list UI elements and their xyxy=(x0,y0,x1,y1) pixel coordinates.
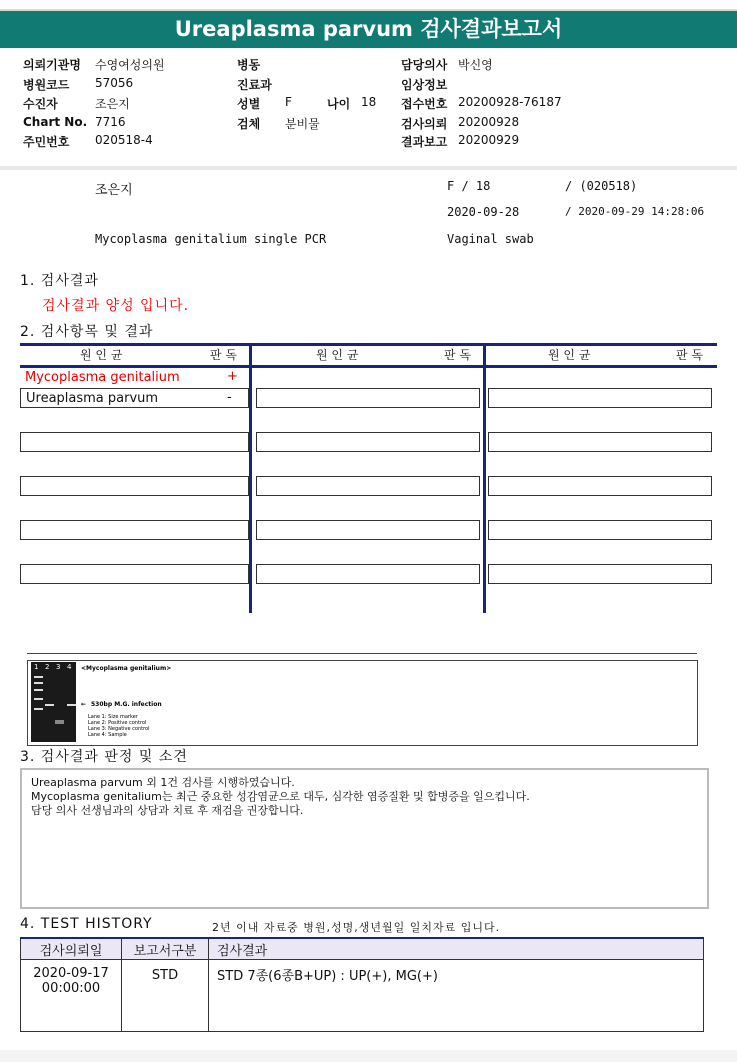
gel-legend-item: Lane 1: Size marker xyxy=(88,714,138,720)
gel-arrow-label: 530bp M.G. infection xyxy=(91,701,162,708)
result-grid-header xyxy=(20,343,717,368)
resident-no-label: 주민번호 xyxy=(23,135,70,149)
history-col-type: 보고서구분 xyxy=(122,938,209,960)
gel-band xyxy=(34,708,43,710)
gel-band xyxy=(34,698,43,700)
accession-no-label: 접수번호 xyxy=(401,97,448,111)
row6-box-col2 xyxy=(256,564,480,584)
col-pathogen-2: 원 인 균 xyxy=(316,348,359,362)
history-result: STD 7종(6종B+UP) : UP(+), MG(+) xyxy=(209,960,704,1032)
row3-box-col2 xyxy=(256,432,480,452)
section2-title: 2. 검사항목 및 결과 xyxy=(20,324,154,340)
department-label: 진료과 xyxy=(237,78,272,92)
gel-band xyxy=(34,689,43,691)
gel-legend-item: Lane 3: Negative control xyxy=(88,726,150,732)
row1-pathogen: Mycoplasma genitalium xyxy=(25,370,180,385)
row5-box-col3 xyxy=(488,520,712,540)
sex-label: 성별 xyxy=(237,97,261,111)
row4-box-col1 xyxy=(20,476,249,496)
row4-box-col3 xyxy=(488,476,712,496)
accession-no-value: 20200928-76187 xyxy=(458,95,562,109)
patient-name: 조은지 xyxy=(95,183,133,198)
history-table xyxy=(20,937,704,1032)
sex-value: F xyxy=(285,95,292,109)
row1-result: + xyxy=(227,369,238,384)
opinion-line: Ureaplasma parvum 외 1건 검사를 시행하였습니다. xyxy=(31,776,295,789)
col-judgment-2: 판 독 xyxy=(444,348,471,362)
history-time: 00:00:00 xyxy=(41,981,101,996)
patient-sex-age: F / 18 xyxy=(447,179,491,193)
report-date-value: 20200929 xyxy=(458,133,520,147)
row2-box-col3 xyxy=(488,388,712,408)
patient-test: Mycoplasma genitalium single PCR xyxy=(95,232,327,246)
patient-date1: 2020-09-28 xyxy=(447,205,520,219)
row2-box-col1 xyxy=(20,388,249,408)
col-pathogen-3: 원 인 균 xyxy=(548,348,591,362)
lane-number: 1 xyxy=(34,663,39,671)
gel-top-rule xyxy=(27,653,697,654)
row2-box-col2 xyxy=(256,388,480,408)
row2-pathogen: Ureaplasma parvum xyxy=(26,391,159,406)
gel-band xyxy=(45,704,54,706)
col-judgment-1: 판 독 xyxy=(210,348,237,362)
age-label: 나이 xyxy=(327,97,351,111)
hospital-code-value: 57056 xyxy=(95,76,134,90)
row5-box-col1 xyxy=(20,520,249,540)
row6-box-col1 xyxy=(20,564,249,584)
age-value: 18 xyxy=(361,95,377,109)
chart-no-value: 7716 xyxy=(95,115,126,129)
grid-divider-1 xyxy=(249,343,252,613)
history-col-date: 검사의뢰일 xyxy=(21,938,122,960)
institution-label: 의뢰기관명 xyxy=(23,58,81,72)
gel-legend-item: Lane 4: Sample xyxy=(88,732,127,738)
ward-label: 병동 xyxy=(237,58,261,72)
request-date-value: 20200928 xyxy=(458,115,520,129)
gel-legend-item: Lane 2: Positive control xyxy=(88,720,147,726)
gel-caption: <Mycoplasma genitalium> xyxy=(81,665,172,672)
institution-value: 수영여성의원 xyxy=(95,58,165,72)
gel-arrow-label-prefix: ← xyxy=(81,701,87,708)
col-pathogen-1: 원 인 균 xyxy=(80,348,123,362)
history-col-result: 검사결과 xyxy=(209,938,704,960)
gel-band xyxy=(67,704,76,706)
request-date-label: 검사의뢰 xyxy=(401,117,448,131)
gel-band xyxy=(34,682,43,684)
section1-title: 1. 검사결과 xyxy=(20,273,99,289)
result-statement: 검사결과 양성 입니다. xyxy=(42,298,190,314)
table-row xyxy=(21,960,704,1032)
row4-box-col2 xyxy=(256,476,480,496)
patient-date2: / 2020-09-29 14:28:06 xyxy=(565,205,705,218)
resident-no-value: 020518-4 xyxy=(95,133,153,147)
doctor-value: 박신영 xyxy=(458,58,493,72)
opinion-line: 담당 의사 선생님과의 상담과 치료 후 재검을 권장합니다. xyxy=(31,804,304,817)
chart-no-label: Chart No. xyxy=(23,115,88,129)
specimen-value: 분비물 xyxy=(285,117,320,131)
clinical-info-label: 임상정보 xyxy=(401,78,448,92)
lane-number: 4 xyxy=(67,663,72,671)
history-note: 2년 이내 자료중 병원,성명,생년월일 일치자료 입니다. xyxy=(212,921,501,934)
opinion-line: Mycoplasma genitalium는 최근 중요한 성감염균으로 대두, 심각한 염증질환 및 합병증을 일으킵니다. xyxy=(31,790,530,803)
row2-result: - xyxy=(227,390,232,405)
gel-band xyxy=(34,676,43,678)
patient-label: 수진자 xyxy=(23,97,58,111)
row5-box-col2 xyxy=(256,520,480,540)
doctor-label: 담당의사 xyxy=(401,58,448,72)
section4-title: 4. TEST HISTORY xyxy=(20,916,153,932)
history-date: 2020-09-17 xyxy=(33,966,109,981)
gel-image-frame xyxy=(27,660,698,746)
grid-divider-2 xyxy=(483,343,486,613)
patient-value: 조은지 xyxy=(95,97,130,111)
section3-title: 3. 검사결과 판정 및 소견 xyxy=(20,749,188,765)
gel-band xyxy=(55,720,64,724)
specimen-label: 검체 xyxy=(237,117,261,131)
report-title: Ureaplasma parvum 검사결과보고서 xyxy=(0,9,737,48)
lane-number: 2 xyxy=(45,663,50,671)
row6-box-col3 xyxy=(488,564,712,584)
row3-box-col3 xyxy=(488,432,712,452)
header-divider xyxy=(0,166,737,170)
col-judgment-3: 판 독 xyxy=(676,348,703,362)
history-date-cell xyxy=(21,960,122,1032)
report-date-label: 결과보고 xyxy=(401,135,448,149)
opinion-box xyxy=(20,768,709,909)
gel-electrophoresis-image xyxy=(31,662,76,742)
history-type: STD xyxy=(122,960,209,1032)
lane-number: 3 xyxy=(56,663,61,671)
patient-specimen: Vaginal swab xyxy=(447,232,534,246)
hospital-code-label: 병원코드 xyxy=(23,78,70,92)
patient-dob: / (020518) xyxy=(565,179,638,193)
row3-box-col1 xyxy=(20,432,249,452)
